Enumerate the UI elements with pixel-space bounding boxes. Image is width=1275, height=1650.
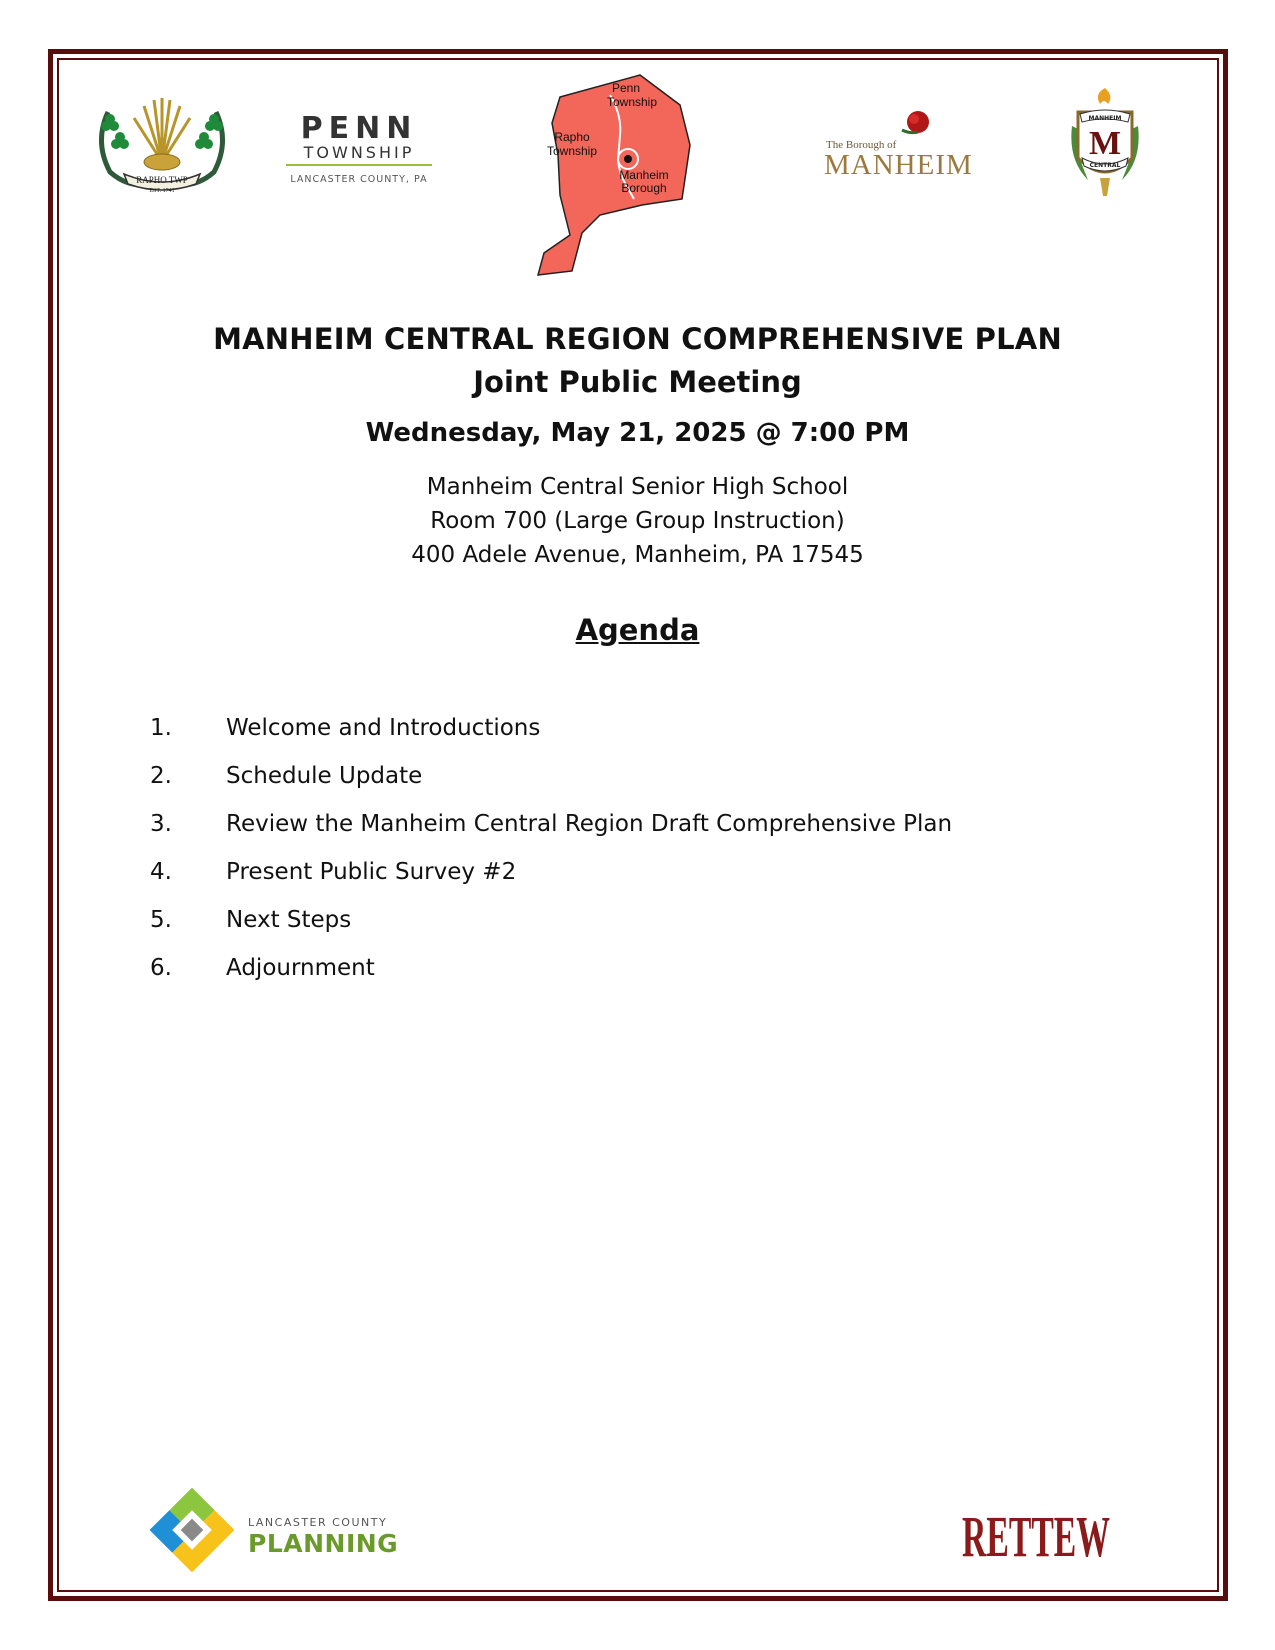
manheim-central-crest — [1064, 86, 1146, 198]
agenda-item — [150, 800, 1050, 848]
lancaster-county-planning-logo — [148, 1482, 412, 1578]
lcp-logo-line2: PLANNING — [248, 1529, 399, 1558]
borough-logo-line2: MANHEIM — [824, 149, 973, 181]
agenda-item-number: 6. — [150, 955, 172, 981]
map-label-rapho-township: Township — [546, 144, 598, 158]
agenda-item — [150, 848, 1050, 896]
agenda-item-text: Next Steps — [226, 907, 352, 933]
rapho-township-seal — [88, 92, 236, 194]
agenda-item — [150, 704, 1050, 752]
agenda-item-text: Adjournment — [226, 955, 375, 981]
crest-top-text: MANHEIM — [1088, 115, 1122, 122]
rettew-logo-text: RETTEW — [962, 1504, 1110, 1569]
venue-line: Room 700 (Large Group Instruction) — [430, 508, 845, 534]
meeting-subtitle: Joint Public Meeting — [473, 365, 802, 399]
borough-of-manheim-logo — [822, 108, 992, 180]
agenda-item — [150, 944, 1050, 992]
agenda-item-text: Review the Manheim Central Region Draft Comprehensive Plan — [226, 811, 953, 837]
map-label-penn: Penn — [611, 81, 641, 95]
map-label-manheim: Manheim — [619, 168, 669, 182]
penn-logo-word: PENN — [300, 111, 418, 146]
crest-bottom-text: CENTRAL — [1089, 162, 1121, 169]
penn-logo-township: TOWNSHIP — [303, 143, 415, 162]
rapho-est-text: EST. 1741 — [149, 188, 175, 194]
agenda-item-text: Schedule Update — [226, 763, 423, 789]
venue-line: Manheim Central Senior High School — [426, 474, 849, 500]
penn-logo-county: LANCASTER COUNTY, PA — [290, 174, 428, 185]
agenda-item-number: 1. — [150, 715, 172, 741]
rettew-logo — [958, 1502, 1114, 1569]
crest-letter: M — [1088, 125, 1122, 162]
region-map — [530, 75, 706, 281]
agenda-item-text: Present Public Survey #2 — [226, 859, 517, 885]
agenda-list — [150, 704, 1050, 992]
lcp-logo-line1: LANCASTER COUNTY — [248, 1516, 388, 1529]
agenda-item-number: 3. — [150, 811, 172, 837]
map-label-manheim-borough: Borough — [621, 181, 667, 195]
map-label-rapho: Rapho — [554, 130, 590, 144]
agenda-heading: Agenda — [575, 613, 700, 647]
meeting-datetime: Wednesday, May 21, 2025 @ 7:00 PM — [365, 418, 910, 448]
meeting-venue — [0, 470, 1275, 572]
borough-logo-line1: The Borough of — [826, 139, 897, 151]
agenda-item-number: 2. — [150, 763, 172, 789]
agenda-item-number: 4. — [150, 859, 172, 885]
agenda-item-text: Welcome and Introductions — [226, 715, 541, 741]
agenda-item — [150, 752, 1050, 800]
agenda-item — [150, 896, 1050, 944]
page-title: MANHEIM CENTRAL REGION COMPREHENSIVE PLAN — [213, 322, 1062, 356]
agenda-item-number: 5. — [150, 907, 172, 933]
venue-line: 400 Adele Avenue, Manheim, PA 17545 — [411, 542, 864, 568]
rapho-banner-text: RAPHO TWP — [136, 175, 188, 185]
map-label-penn-township: Township — [606, 95, 658, 109]
penn-township-logo — [280, 112, 438, 190]
